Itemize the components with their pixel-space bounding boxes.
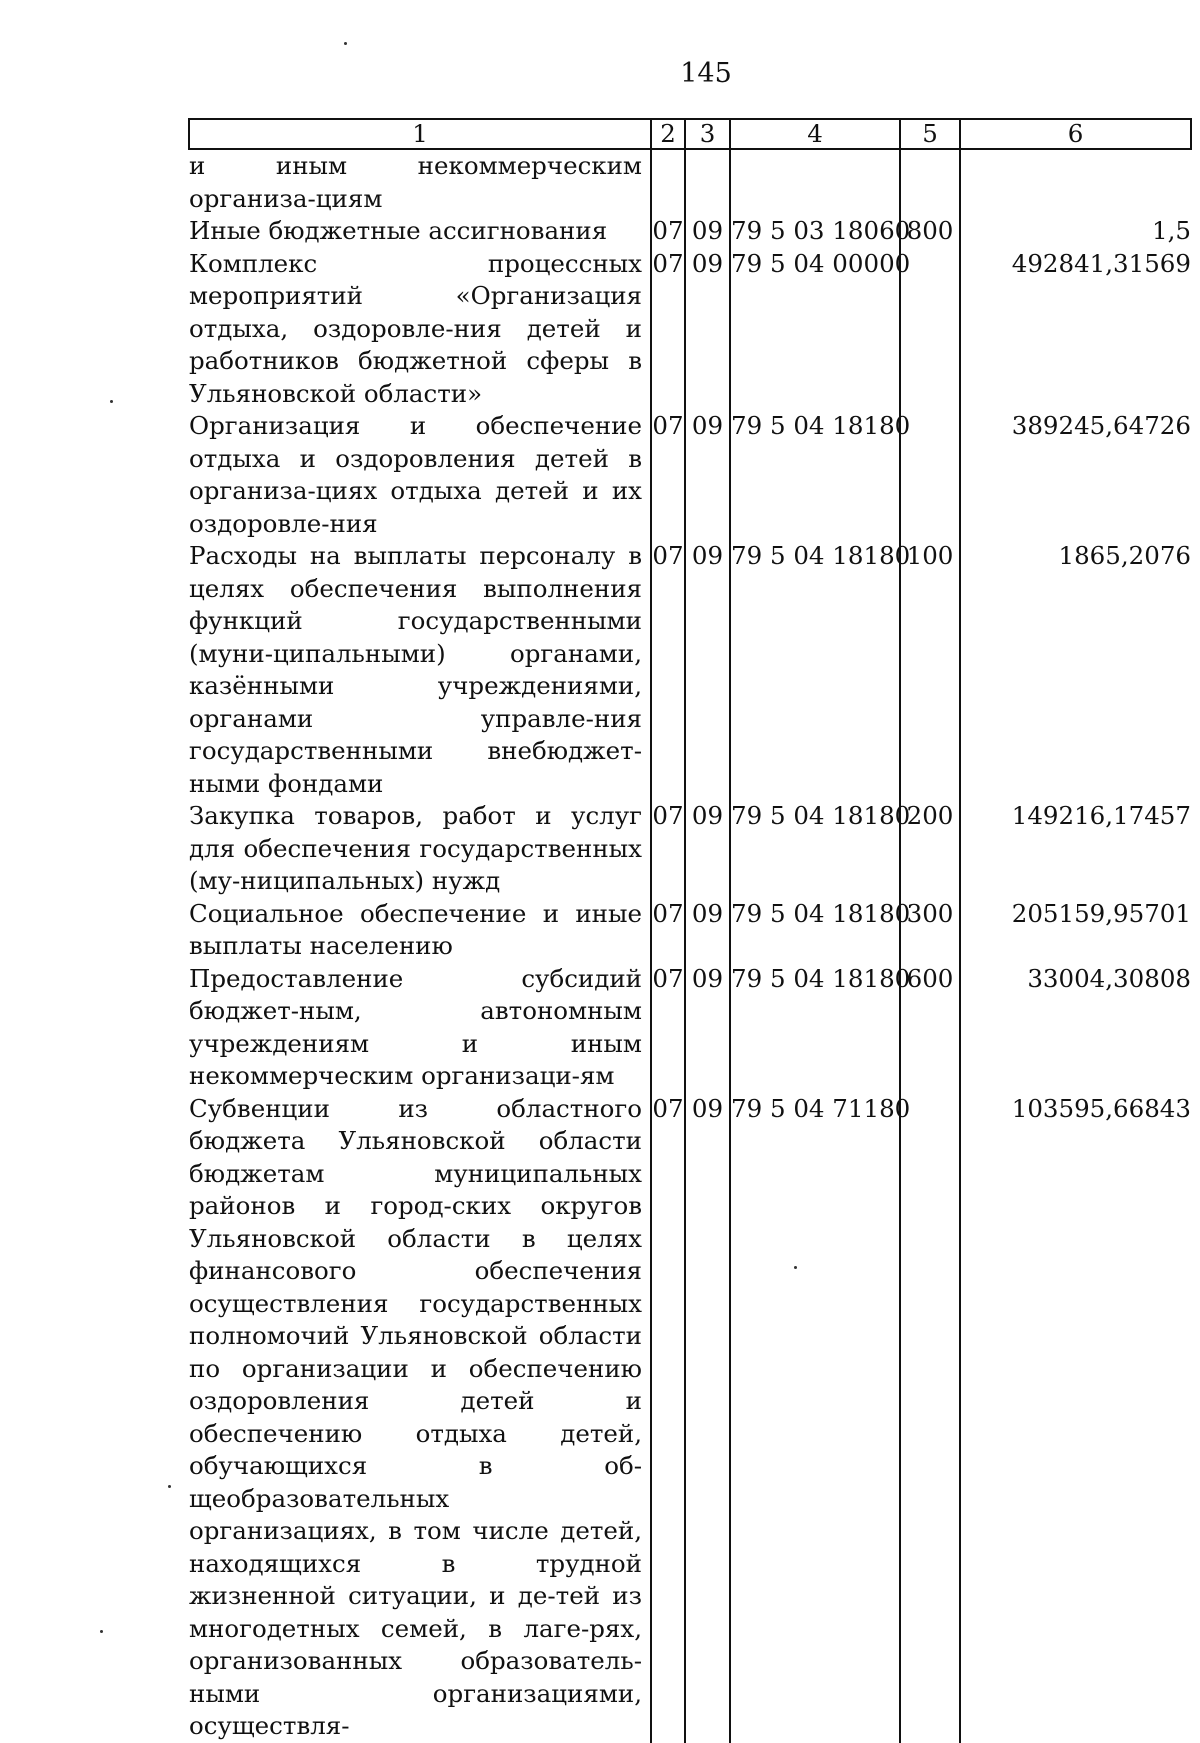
row-pr: 09: [685, 1093, 730, 1743]
row-pr: 09: [685, 963, 730, 1093]
row-sum: 205159,95701: [1011, 898, 1191, 928]
header-col-6: 6: [960, 119, 1191, 149]
page-number: 145: [680, 58, 732, 89]
header-col-5: 5: [900, 119, 960, 149]
row-pr: [685, 149, 730, 215]
row-name: Расходы на выплаты персоналу в целях обеспечения выполнения функций государственными (муни-ципальными) органами, казёнными учреждениями, органами управле-ния государственными внебюджет-ными фондами: [189, 540, 651, 800]
row-rz: 07: [651, 215, 685, 248]
row-pr: 09: [685, 540, 730, 800]
row-pr: 09: [685, 215, 730, 248]
row-rz: 07: [651, 248, 685, 411]
table-header: [189, 119, 1191, 149]
row-name: Социальное обеспечение и иные выплаты населению: [189, 898, 651, 963]
table-row: [189, 1093, 1191, 1743]
row-csr: 79 5 04 71180: [730, 1093, 900, 1743]
row-csr: 79 5 04 18180: [730, 898, 900, 963]
row-sum: 389245,64726: [1011, 411, 1191, 440]
header-col-3: 3: [685, 119, 730, 149]
table-row: [189, 248, 1191, 411]
row-pr: 09: [685, 898, 730, 963]
row-name: Организация и обеспечение отдыха и оздоровления детей в организа-циях отдыха детей и их оздоровле-ния: [189, 410, 651, 540]
row-rz: 07: [651, 1093, 685, 1743]
header-col-1: 1: [189, 119, 651, 149]
scan-speck: [344, 42, 347, 45]
row-csr: 79 5 04 00000: [730, 248, 900, 411]
row-csr: 79 5 04 18180: [730, 800, 900, 898]
row-vr: 600: [900, 963, 960, 1093]
row-pr: 09: [685, 800, 730, 898]
row-sum: 1865,2076: [1058, 541, 1191, 570]
row-name: Иные бюджетные ассигнования: [189, 215, 651, 248]
row-vr: 300: [900, 898, 960, 963]
row-name: Закупка товаров, работ и услуг для обеспечения государственных (му-ниципальных) нужд: [189, 800, 651, 898]
row-csr: 79 5 04 18180: [730, 540, 900, 800]
header-col-4: 4: [730, 119, 900, 149]
budget-table: [188, 118, 1192, 1743]
table-row: [189, 800, 1191, 898]
row-sum: 103595,66843: [1011, 1093, 1191, 1123]
table-row: [189, 963, 1191, 1093]
scan-speck: [110, 400, 113, 403]
row-sum: 492841,31569: [1011, 248, 1191, 278]
row-csr: 79 5 04 18180: [730, 963, 900, 1093]
row-rz: 07: [651, 963, 685, 1093]
row-pr: 09: [685, 410, 730, 540]
row-rz: 07: [651, 800, 685, 898]
row-rz: 07: [651, 898, 685, 963]
row-sum: [960, 149, 1191, 215]
table-row: [189, 898, 1191, 963]
scan-speck: [100, 1630, 103, 1633]
row-rz: 07: [651, 410, 685, 540]
row-vr: 100: [900, 540, 960, 800]
scan-speck: [168, 1485, 171, 1488]
row-name: и иным некоммерческим организа-циям: [189, 149, 651, 215]
table-row: [189, 410, 1191, 540]
table-row: [189, 215, 1191, 248]
row-pr: 09: [685, 248, 730, 411]
row-name: Предоставление субсидий бюджет-ным, автономным учреждениям и иным некоммерческим организаци-ям: [189, 963, 651, 1093]
scan-speck: [794, 1266, 797, 1269]
row-rz: 07: [651, 540, 685, 800]
row-rz: [651, 149, 685, 215]
header-col-2: 2: [651, 119, 685, 149]
row-vr: 800: [900, 215, 960, 248]
row-vr: 200: [900, 800, 960, 898]
row-csr: 79 5 03 18060: [730, 215, 900, 248]
row-sum: 149216,17457: [1011, 801, 1191, 830]
table-row: [189, 540, 1191, 800]
row-vr: [900, 1093, 960, 1743]
row-csr: [730, 149, 900, 215]
row-sum: 1,5: [1152, 216, 1191, 245]
row-name: Субвенции из областного бюджета Ульяновской области бюджетам муниципальных районов и город-ских округов Ульяновской области в целях финансового обеспечения осуществления государственных полномочий Ульяновской области по организации и обеспечению оздоровления детей и обеспечению отдыха детей, обучающихся в об-щеобразовательных организациях, в том числе детей, находящихся в трудной жизненной ситуации, и де-тей из многодетных семей, в лаге-рях, организованных образователь-ными организациями, осуществля-: [189, 1093, 651, 1743]
row-csr: 79 5 04 18180: [730, 410, 900, 540]
row-vr: [900, 149, 960, 215]
row-name: Комплекс процессных мероприятий «Организация отдыха, оздоровле-ния детей и работников бюджетной сферы в Ульяновской области»: [189, 248, 651, 411]
table-row: [189, 149, 1191, 215]
row-sum: 33004,30808: [1027, 963, 1191, 993]
